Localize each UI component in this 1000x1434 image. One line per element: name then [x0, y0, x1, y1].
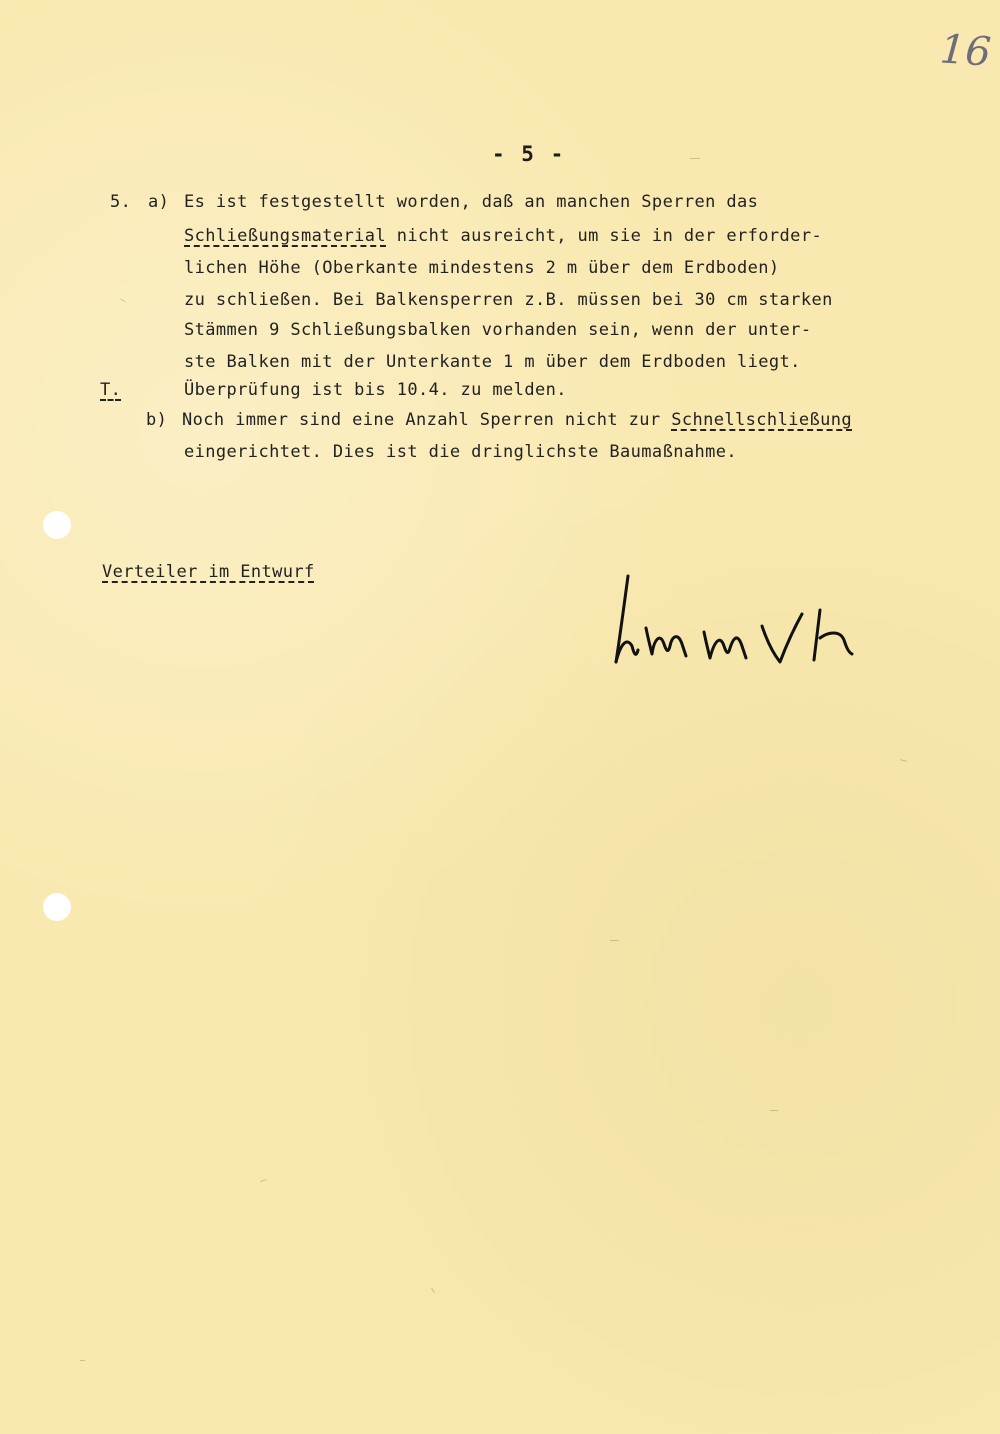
- paper-fleck: [120, 299, 126, 303]
- part-a-line-6: ste Balken mit der Unterkante 1 m über dem Erdboden liegt.: [184, 352, 801, 372]
- archive-number: 16: [938, 26, 993, 76]
- handwritten-signature: [606, 566, 866, 686]
- paper-fleck: [260, 1179, 267, 1182]
- underlined-term: Schnellschließung: [671, 410, 853, 430]
- paper-fleck: [690, 158, 700, 159]
- punch-hole: [43, 511, 71, 539]
- distribution-note: Verteiler im Entwurf: [102, 562, 315, 582]
- part-b-line-2: eingerichtet. Dies ist die dringlichste Baumaßnahme.: [184, 442, 738, 462]
- page-number: - 5 -: [492, 142, 566, 166]
- underlined-term: Schließungsmaterial: [184, 226, 387, 246]
- punch-hole: [43, 893, 71, 921]
- paper-fleck: [900, 759, 907, 762]
- part-a-line-5: Stämmen 9 Schließungsbalken vorhanden sein, wenn der unter-: [184, 320, 812, 340]
- part-a-label: a): [148, 192, 170, 212]
- part-a-line-4: zu schließen. Bei Balkensperren z.B. müssen bei 30 cm starken: [184, 290, 833, 310]
- check-line: Überprüfung ist bis 10.4. zu melden.: [184, 380, 567, 400]
- margin-mark: T.: [100, 380, 122, 400]
- paper-fleck: [80, 1360, 85, 1361]
- part-a-line-1: Es ist festgestellt worden, daß an manchen Sperren das: [184, 192, 759, 212]
- part-b-line-1-start: Noch immer sind eine Anzahl Sperren nicht zur: [182, 410, 672, 430]
- part-a-line-2-rest: nicht ausreicht, um sie in der erforder-: [386, 226, 823, 246]
- paper-fleck: [610, 940, 619, 941]
- part-a-line-3: lichen Höhe (Oberkante mindestens 2 m über dem Erdboden): [184, 258, 780, 278]
- part-b-label: b): [146, 410, 168, 430]
- part-a-line-2: [184, 226, 822, 246]
- paper-fleck: [770, 1110, 778, 1111]
- paper-fleck: [431, 1288, 435, 1294]
- part-b-line-1: [182, 410, 852, 430]
- item-number: 5.: [110, 192, 132, 212]
